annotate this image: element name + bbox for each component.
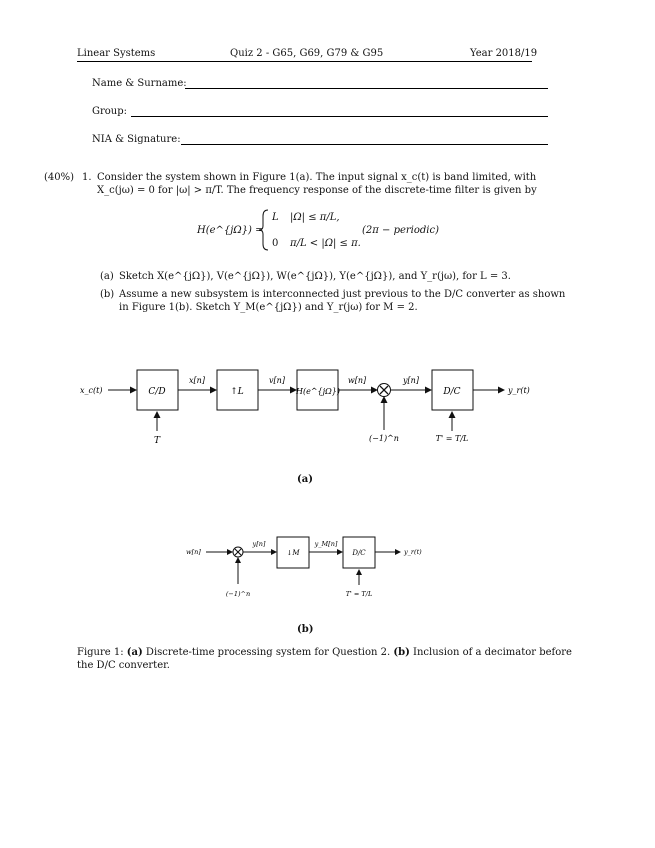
fig-a-y-label: y[n]: [403, 376, 419, 385]
part-b-label: (b): [100, 289, 115, 300]
part-b-text-1: Assume a new subsystem is interconnected just previous to the D/C converter as shown: [119, 289, 566, 300]
figure-b-label: (b): [297, 624, 314, 635]
formula-lhs: H(e^{jΩ}) =: [197, 225, 264, 236]
name-label: Name & Surname:: [92, 78, 187, 89]
caption-text-a: Discrete-time processing system for Question 2.: [145, 647, 391, 658]
fig-a-output-label: y_r(t): [508, 386, 530, 395]
fig-a-x-label: x[n]: [189, 376, 205, 385]
header-year: Year 2018/19: [470, 48, 538, 59]
cd-label: C/D: [148, 387, 166, 397]
fig-a-input-label: x_c(t): [80, 386, 103, 395]
formula-periodic: (2π − periodic): [362, 225, 439, 236]
fig-b-input-label: w[n]: [186, 548, 201, 556]
formula-case2-value: 0: [272, 238, 279, 249]
fig-b-ym-label: y_M[n]: [314, 540, 338, 548]
group-label: Group:: [92, 106, 127, 117]
figure-b-diagram: [0, 530, 655, 610]
fig-b-output-label: y_r(t): [404, 548, 422, 556]
decimator-label: ↓M: [286, 549, 300, 557]
caption-a: (a): [126, 647, 143, 658]
formula-case2-condition: π/L < |Ω| ≤ π.: [290, 238, 361, 249]
question-text-2: X_c(jω) = 0 for |ω| > π/T. The frequency response of the discrete-time filter is given by: [97, 185, 537, 196]
fig-b-y-label: y[n]: [252, 540, 266, 548]
dc-label-b: D/C: [352, 549, 366, 557]
filter-label: H(e^{jΩ}): [296, 387, 340, 396]
fig-a-T-label: T: [153, 436, 161, 446]
part-a-label: (a): [100, 271, 114, 282]
question-weight: (40%): [44, 172, 75, 183]
group-line[interactable]: [131, 116, 548, 117]
fig-a-mult-label: (−1)^n: [369, 434, 399, 443]
header-course: Linear Systems: [77, 48, 156, 59]
caption-text-b: Inclusion of a decimator before: [413, 647, 572, 658]
header-quiz: Quiz 2 - G65, G69, G79 & G95: [230, 48, 384, 59]
formula-case1-value: L: [272, 212, 279, 223]
fig-a-w-label: w[n]: [347, 376, 367, 385]
figure-a-label: (a): [297, 474, 313, 485]
figure-caption: [77, 646, 572, 659]
caption-b: (b): [393, 647, 410, 658]
question-text-1: Consider the system shown in Figure 1(a). The input signal x_c(t) is band limited, with: [97, 172, 537, 183]
fig-a-tp-label: T' = T/L: [435, 434, 469, 443]
dc-label: D/C: [443, 387, 461, 397]
upsampler-label: ↑L: [230, 387, 244, 397]
fig-b-tp-label: T' = T/L: [345, 590, 373, 598]
nia-line[interactable]: [181, 144, 548, 145]
figure-a-diagram: [0, 355, 655, 495]
part-a-text: Sketch X(e^{jΩ}), V(e^{jΩ}), W(e^{jΩ}), Y(e^{jΩ}), and Y_r(jω), for L = 3.: [119, 271, 511, 282]
header-rule: [77, 61, 532, 62]
nia-label: NIA & Signature:: [92, 134, 181, 145]
formula-brace: [258, 208, 270, 252]
formula-case1-condition: |Ω| ≤ π/L,: [290, 212, 340, 223]
part-b-text-2: in Figure 1(b). Sketch Y_M(e^{jΩ}) and Y_r(jω) for M = 2.: [119, 302, 418, 313]
name-line[interactable]: [185, 88, 548, 89]
fig-a-v-label: v[n]: [269, 376, 285, 385]
caption-line2: the D/C converter.: [77, 660, 170, 671]
caption-fig: Figure 1:: [77, 647, 124, 658]
fig-b-mult-label: (−1)^n: [225, 590, 251, 598]
question-number: 1.: [82, 172, 92, 183]
